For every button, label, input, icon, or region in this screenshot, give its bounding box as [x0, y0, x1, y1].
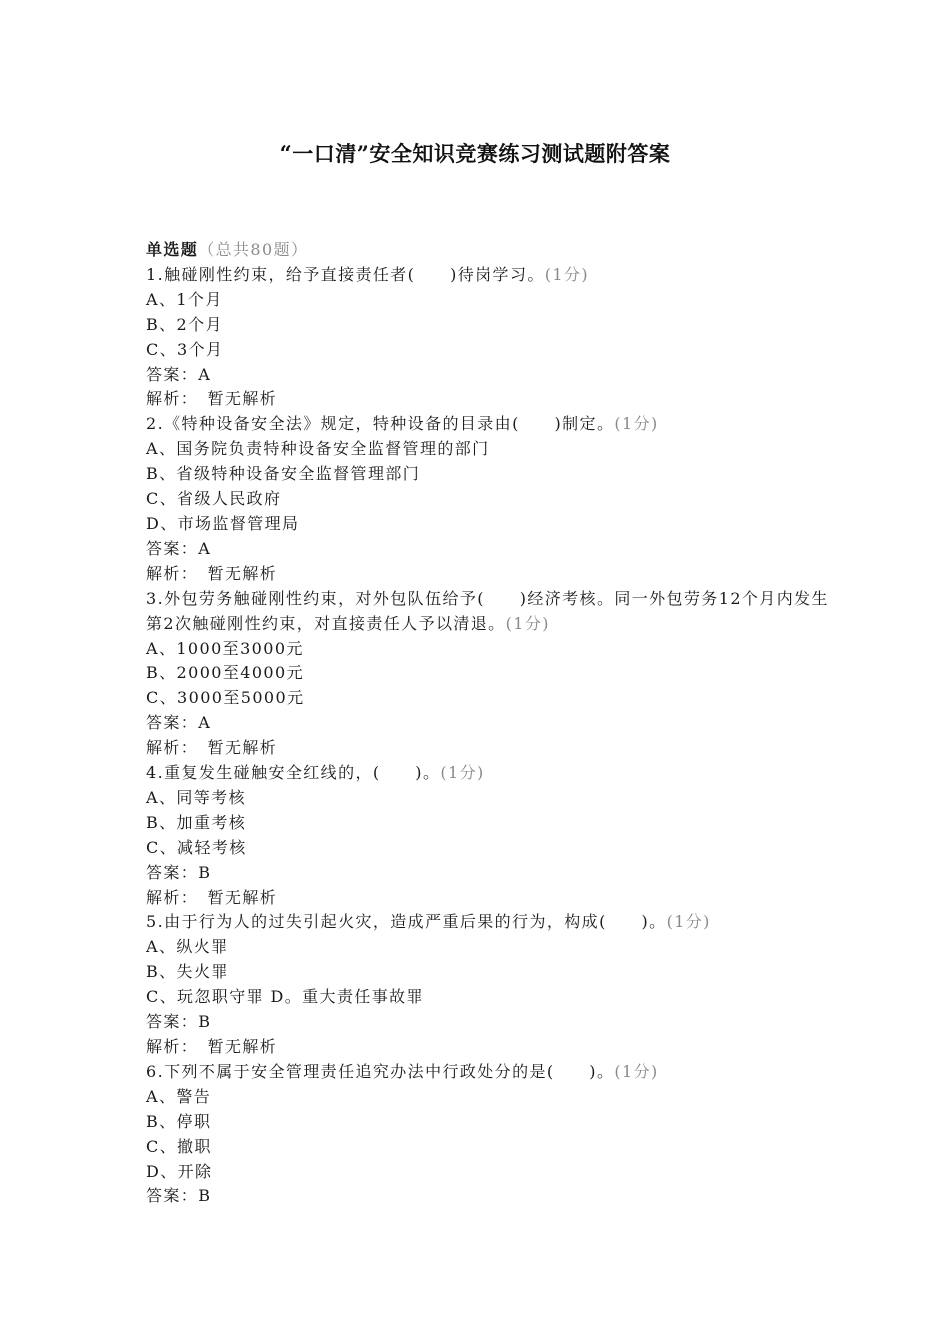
- option: A、警告: [146, 1086, 212, 1106]
- answer: 答案：B: [146, 1012, 212, 1032]
- option: C、3000至5000元: [146, 688, 305, 708]
- option: B、停职: [146, 1111, 212, 1131]
- answer: 答案：A: [146, 364, 212, 384]
- question-stem: 6.下列不属于安全管理责任追究办法中行政处分的是( )。(1分): [146, 1061, 659, 1081]
- question-stem: 5.由于行为人的过失引起火灾，造成严重后果的行为，构成( )。(1分): [146, 912, 711, 932]
- question-list: [146, 238, 836, 1209]
- section-count: （总共80题）: [198, 240, 309, 259]
- document-title: “一口清”安全知识竞赛练习测试题附答案: [279, 141, 671, 166]
- question-score: (1分): [614, 1061, 659, 1081]
- question-stem: 3.外包劳务触碰刚性约束，对外包队伍给予( )经济考核。同一外包劳务12个月内发生第2次触碰刚性约束，对直接责任人予以清退。(1分): [146, 588, 829, 633]
- question-stem: 2.《特种设备安全法》规定，特种设备的目录由( )制定。(1分): [146, 414, 659, 434]
- option: B、加重考核: [146, 812, 247, 832]
- analysis: 解析： 暂无解析: [146, 887, 278, 907]
- question-score: (1分): [505, 613, 550, 633]
- analysis: 解析： 暂无解析: [146, 563, 278, 583]
- question-score: (1分): [544, 264, 590, 284]
- option: A、国务院负责特种设备安全监督管理的部门: [146, 439, 490, 459]
- option: C、减轻考核: [146, 837, 247, 857]
- option: B、2个月: [146, 314, 223, 334]
- answer: 答案：A: [146, 538, 212, 558]
- option: B、省级特种设备安全监督管理部门: [146, 464, 421, 484]
- question-score: (1分): [440, 763, 485, 783]
- option: B、失火罪: [146, 962, 229, 982]
- question-score: (1分): [666, 912, 711, 932]
- option: C、玩忽职守罪 D。重大责任事故罪: [146, 987, 424, 1007]
- option: A、纵火罪: [146, 937, 229, 957]
- option: C、省级人民政府: [146, 489, 282, 509]
- question-score: (1分): [614, 414, 659, 434]
- option: C、撤职: [146, 1136, 212, 1156]
- option: A、1000至3000元: [146, 638, 304, 658]
- section-heading: [146, 238, 836, 263]
- option: D、开除: [146, 1161, 213, 1181]
- option: B、2000至4000元: [146, 663, 304, 683]
- answer: 答案：B: [146, 862, 212, 882]
- analysis: 解析： 暂无解析: [146, 389, 278, 409]
- option: A、同等考核: [146, 787, 246, 807]
- section-title: 单选题: [146, 240, 199, 259]
- answer: 答案：B: [146, 1186, 212, 1206]
- analysis: 解析： 暂无解析: [146, 738, 278, 758]
- answer: 答案：A: [146, 713, 212, 733]
- option: D、市场监督管理局: [146, 513, 300, 533]
- option: C、3个月: [146, 339, 224, 359]
- option: A、1个月: [146, 289, 223, 309]
- question-stem: 4.重复发生碰触安全红线的，( )。(1分): [146, 763, 485, 783]
- analysis: 解析： 暂无解析: [146, 1037, 278, 1056]
- question-stem: 1.触碰刚性约束，给予直接责任者( )待岗学习。(1分): [146, 264, 590, 284]
